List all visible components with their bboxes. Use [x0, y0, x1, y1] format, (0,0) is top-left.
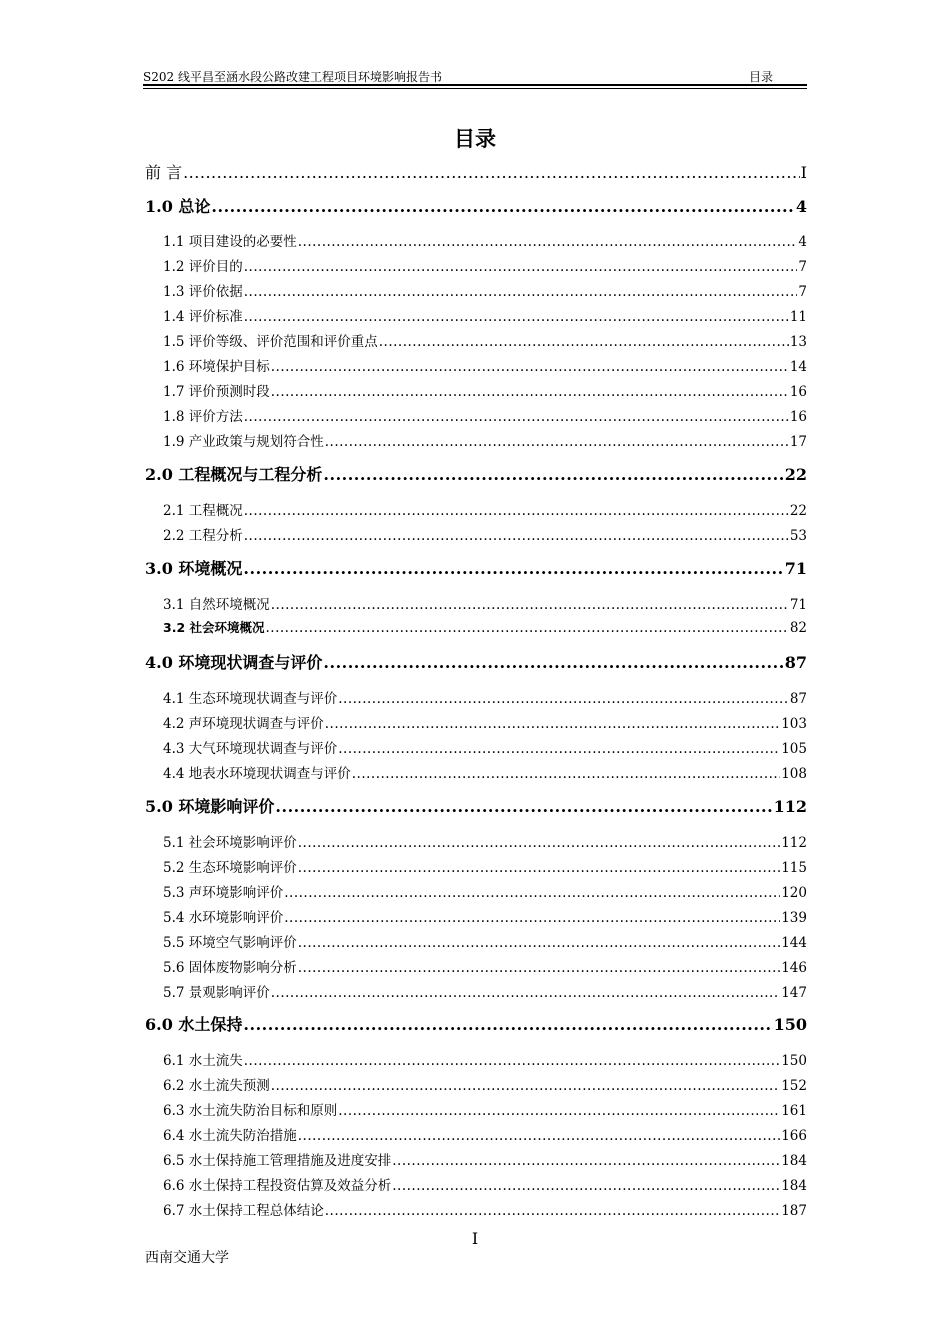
leader-dots	[244, 409, 789, 425]
toc-entry-section[interactable]	[163, 1174, 807, 1194]
toc-entry-label: 前 言	[145, 163, 183, 182]
toc-entry-page: 16	[789, 409, 807, 425]
toc-entry-label: 2.1 工程概况	[163, 503, 243, 519]
toc-entry-label: 1.4 评价标准	[163, 309, 243, 325]
toc-entry-section[interactable]	[163, 906, 807, 926]
toc-entry-section[interactable]	[163, 230, 807, 250]
leader-dots	[298, 960, 780, 976]
toc-entry-chapter[interactable]	[145, 556, 807, 579]
leader-dots	[183, 163, 800, 182]
leader-dots	[325, 434, 789, 450]
toc-entry-page: 16	[789, 384, 807, 400]
header-document-title: S202 线平昌至涵水段公路改建工程项目环境影响报告书	[143, 70, 442, 84]
toc-entry-label: 5.6 固体废物影响分析	[163, 960, 297, 976]
toc-entry-chapter[interactable]	[145, 194, 807, 217]
leader-dots	[284, 910, 780, 926]
toc-entry-section[interactable]	[163, 1074, 807, 1094]
toc-entry-page: 105	[781, 741, 807, 757]
toc-entry-section[interactable]	[163, 499, 807, 519]
toc-entry-section[interactable]	[163, 305, 807, 325]
toc-entry-section[interactable]	[163, 593, 807, 613]
leader-dots	[244, 503, 789, 519]
toc-entry-page: 161	[781, 1103, 807, 1119]
toc-entry-page: 14	[789, 359, 807, 375]
leader-dots	[271, 359, 789, 375]
leader-dots	[338, 741, 780, 757]
toc-entry-label: 1.3 评价依据	[163, 284, 243, 300]
leader-dots	[271, 384, 789, 400]
toc-entry-page: 87	[784, 653, 807, 672]
toc-entry-label: 5.3 声环境影响评价	[163, 885, 284, 901]
toc-entry-page: 184	[781, 1153, 807, 1169]
page-number: I	[471, 1229, 479, 1248]
toc-entry-label: 1.0 总论	[145, 197, 211, 216]
toc-entry-label: 3.2 社会环境概况	[163, 620, 265, 635]
toc-entry-label: 4.0 环境现状调查与评价	[145, 653, 323, 672]
toc-entry-section[interactable]	[163, 762, 807, 782]
toc-entry-section[interactable]	[163, 737, 807, 757]
toc-entry-label: 6.4 水土流失防治措施	[163, 1128, 297, 1144]
toc-entry-section[interactable]	[163, 931, 807, 951]
leader-dots	[325, 1203, 780, 1219]
toc-entry-label: 6.1 水土流失	[163, 1053, 243, 1069]
toc-entry-label: 1.6 环境保护目标	[163, 359, 270, 375]
toc-entry-page: 147	[781, 985, 807, 1001]
toc-entry-page: 4	[795, 197, 807, 216]
toc-entry-section[interactable]	[163, 1149, 807, 1169]
toc-entry-label: 5.4 水环境影响评价	[163, 910, 284, 926]
leader-dots	[211, 197, 794, 216]
toc-entry-page: 120	[781, 885, 807, 901]
header-rule-thick	[143, 84, 807, 86]
toc-entry-page: 112	[781, 835, 807, 851]
leader-dots	[271, 597, 789, 613]
toc-entry-section[interactable]	[163, 524, 807, 544]
toc-entry-chapter[interactable]	[145, 650, 807, 673]
toc-entry-label: 6.0 水土保持	[145, 1015, 243, 1034]
toc-entry-page: 115	[781, 860, 807, 876]
toc-entry-label: 1.5 评价等级、评价范围和评价重点	[163, 334, 378, 350]
leader-dots	[266, 620, 789, 636]
toc-entry-page: 144	[781, 935, 807, 951]
toc-entry-page: 166	[781, 1128, 807, 1144]
leader-dots	[325, 716, 780, 732]
toc-entry-label: 3.1 自然环境概况	[163, 597, 270, 613]
toc-entry-label: 6.5 水土保持施工管理措施及进度安排	[163, 1153, 392, 1169]
toc-entry-section[interactable]	[163, 981, 807, 1001]
toc-entry-page: 22	[789, 503, 807, 519]
toc-entry-page: 71	[784, 559, 807, 578]
leader-dots	[338, 1103, 780, 1119]
toc-entry-page: 146	[781, 960, 807, 976]
toc-entry-section[interactable]	[163, 355, 807, 375]
toc-entry-label: 5.1 社会环境影响评价	[163, 835, 297, 851]
page-title: 目录	[454, 126, 496, 151]
toc-entry-label: 1.7 评价预测时段	[163, 384, 270, 400]
toc-entry-page: 7	[798, 259, 807, 275]
toc-entry-page: 108	[781, 766, 807, 782]
toc-entry-section[interactable]	[163, 1049, 807, 1069]
leader-dots	[323, 653, 783, 672]
leader-dots	[298, 234, 798, 250]
toc-entry-label: 3.0 环境概况	[145, 559, 243, 578]
toc-entry-label: 2.0 工程概况与工程分析	[145, 465, 323, 484]
leader-dots	[244, 259, 798, 275]
toc-entry-section[interactable]	[163, 618, 807, 636]
leader-dots	[271, 985, 780, 1001]
toc-entry-label: 4.2 声环境现状调查与评价	[163, 716, 324, 732]
leader-dots	[298, 935, 780, 951]
footer-institution: 西南交通大学	[145, 1250, 229, 1266]
leader-dots	[275, 797, 772, 816]
toc-entry-page: 82	[789, 620, 807, 636]
toc-entry-section[interactable]	[163, 405, 807, 425]
leader-dots	[298, 860, 780, 876]
leader-dots	[323, 465, 783, 484]
toc-entry-label: 6.6 水土保持工程投资估算及效益分析	[163, 1178, 392, 1194]
toc-entry-page: 22	[784, 465, 807, 484]
toc-entry-page: 184	[781, 1178, 807, 1194]
toc-entry-page: 150	[773, 1015, 807, 1034]
toc-entry-label: 4.1 生态环境现状调查与评价	[163, 691, 338, 707]
toc-entry-label: 5.7 景观影响评价	[163, 985, 270, 1001]
leader-dots	[392, 1178, 780, 1194]
header-rule-thin	[143, 88, 807, 89]
leader-dots	[244, 309, 789, 325]
toc-entry-section[interactable]	[163, 430, 807, 450]
page-header	[143, 66, 807, 86]
toc-entry-page: 17	[789, 434, 807, 450]
leader-dots	[379, 334, 789, 350]
toc-entry-page: 103	[781, 716, 807, 732]
leader-dots	[338, 691, 789, 707]
toc-entry-label: 1.2 评价目的	[163, 259, 243, 275]
toc-entry-label: 4.4 地表水环境现状调查与评价	[163, 766, 351, 782]
toc-entry-label: 1.9 产业政策与规划符合性	[163, 434, 324, 450]
toc-entry-label: 1.8 评价方法	[163, 409, 243, 425]
toc-entry-page: 139	[781, 910, 807, 926]
toc-entry-section[interactable]	[163, 712, 807, 732]
leader-dots	[392, 1153, 780, 1169]
toc-entry-page: 4	[798, 234, 807, 250]
toc-entry-page: 87	[789, 691, 807, 707]
toc-entry-section[interactable]	[163, 856, 807, 876]
toc-entry-section[interactable]	[163, 1124, 807, 1144]
toc-entry-section[interactable]	[163, 831, 807, 851]
toc-entry-preface[interactable]	[145, 160, 807, 183]
toc-entry-label: 5.5 环境空气影响评价	[163, 935, 297, 951]
header-section-name: 目录	[748, 70, 773, 84]
toc-entry-section[interactable]	[163, 380, 807, 400]
toc-entry-page: I	[800, 163, 807, 182]
toc-entry-section[interactable]	[163, 1199, 807, 1219]
toc-entry-section[interactable]	[163, 280, 807, 300]
toc-entry-section[interactable]	[163, 881, 807, 901]
leader-dots	[284, 885, 780, 901]
toc-entry-page: 187	[781, 1203, 807, 1219]
leader-dots	[352, 766, 780, 782]
leader-dots	[244, 1053, 780, 1069]
leader-dots	[271, 1078, 780, 1094]
toc-entry-page: 7	[798, 284, 807, 300]
toc-entry-chapter[interactable]	[145, 462, 807, 485]
leader-dots	[298, 1128, 780, 1144]
toc-entry-page: 71	[789, 597, 807, 613]
leader-dots	[298, 835, 780, 851]
toc-entry-section[interactable]	[163, 1099, 807, 1119]
toc-entry-page: 112	[773, 797, 807, 816]
toc-entry-chapter[interactable]	[145, 1012, 807, 1035]
toc-entry-section[interactable]	[163, 255, 807, 275]
toc-entry-label: 4.3 大气环境现状调查与评价	[163, 741, 338, 757]
toc-entry-label: 5.2 生态环境影响评价	[163, 860, 297, 876]
leader-dots	[243, 559, 783, 578]
leader-dots	[244, 528, 789, 544]
toc-entry-page: 11	[789, 309, 807, 325]
toc-entry-label: 6.2 水土流失预测	[163, 1078, 270, 1094]
toc-entry-label: 2.2 工程分析	[163, 528, 243, 544]
toc-entry-page: 152	[781, 1078, 807, 1094]
toc-entry-chapter[interactable]	[145, 794, 807, 817]
toc-entry-label: 6.3 水土流失防治目标和原则	[163, 1103, 338, 1119]
leader-dots	[243, 1015, 772, 1034]
toc-entry-page: 53	[789, 528, 807, 544]
toc-entry-page: 13	[789, 334, 807, 350]
toc-entry-label: 5.0 环境影响评价	[145, 797, 275, 816]
toc-entry-label: 6.7 水土保持工程总体结论	[163, 1203, 324, 1219]
toc-entry-section[interactable]	[163, 330, 807, 350]
toc-entry-page: 150	[781, 1053, 807, 1069]
leader-dots	[244, 284, 798, 300]
toc-entry-label: 1.1 项目建设的必要性	[163, 234, 297, 250]
toc-entry-section[interactable]	[163, 687, 807, 707]
toc-entry-section[interactable]	[163, 956, 807, 976]
